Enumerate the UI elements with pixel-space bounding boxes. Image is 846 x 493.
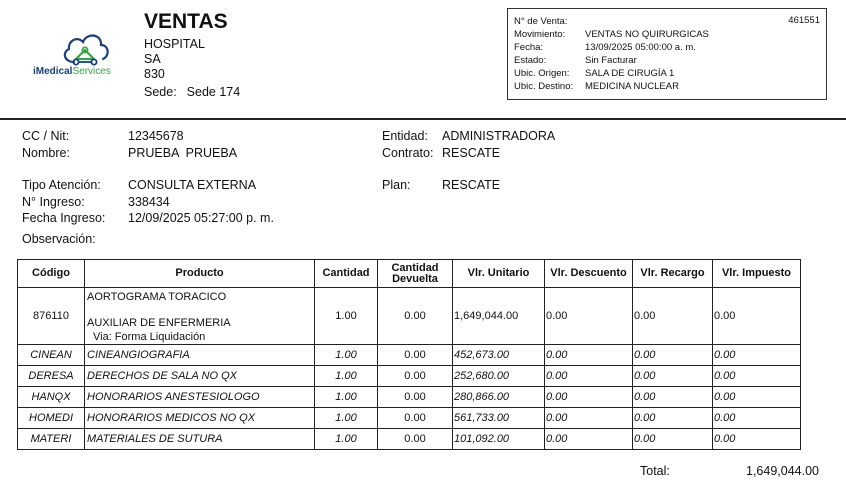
cell-product: MATERIALES DE SUTURA: [85, 429, 315, 450]
header-quantity: Cantidad: [315, 260, 378, 288]
cell-code: MATERI: [18, 429, 85, 450]
cell-surcharge: 0.00: [633, 387, 713, 408]
admission-number-label: N° Ingreso:: [22, 195, 85, 209]
cell-tax: 0.00: [713, 429, 801, 450]
cell-discount: 0.00: [545, 345, 633, 366]
cell-discount: 0.00: [545, 387, 633, 408]
cell-returned: 0.00: [378, 345, 453, 366]
cell-quantity: 1.00: [315, 345, 378, 366]
cell-unit-value: 561,733.00: [453, 408, 545, 429]
header-surcharge: Vlr. Recargo: [633, 260, 713, 288]
cell-product: DERECHOS DE SALA NO QX: [85, 366, 315, 387]
total-label: Total:: [640, 464, 670, 478]
cell-tax: 0.00: [713, 387, 801, 408]
table-row: [18, 366, 801, 387]
header-returned: Cantidad Devuelta: [378, 260, 453, 288]
cell-quantity: 1.00: [315, 429, 378, 450]
cell-product: [85, 288, 315, 345]
entity-label: Entidad:: [382, 129, 428, 143]
cell-code: HOMEDI: [18, 408, 85, 429]
status-value: Sin Facturar: [585, 55, 637, 66]
cell-returned: 0.00: [378, 288, 453, 345]
movement-label: Movimiento:: [514, 29, 566, 40]
cell-returned: 0.00: [378, 408, 453, 429]
header-code: Código: [18, 260, 85, 288]
document-title: VENTAS: [144, 10, 228, 33]
cell-product: HONORARIOS MEDICOS NO QX: [85, 408, 315, 429]
header-discount: Vlr. Descuento: [545, 260, 633, 288]
cell-surcharge: 0.00: [633, 366, 713, 387]
destination-value: MEDICINA NUCLEAR: [585, 81, 679, 92]
cell-quantity: 1.00: [315, 387, 378, 408]
name-value: PRUEBA PRUEBA: [128, 146, 238, 160]
cell-tax: 0.00: [713, 288, 801, 345]
product-line-2: AUXILIAR DE ENFERMERIA: [87, 317, 231, 329]
contract-label: Contrato:: [382, 146, 434, 160]
admission-number-value: 338434: [128, 195, 170, 209]
cc-value: 12345678: [128, 129, 184, 143]
contract-value: RESCATE: [442, 146, 501, 160]
origin-value: SALA DE CIRUGÍA 1: [585, 68, 675, 79]
cell-tax: 0.00: [713, 408, 801, 429]
cell-unit-value: 252,680.00: [453, 366, 545, 387]
cell-surcharge: 0.00: [633, 345, 713, 366]
cell-product: CINEANGIOGRAFIA: [85, 345, 315, 366]
cell-discount: 0.00: [545, 429, 633, 450]
plan-label: Plan:: [382, 178, 411, 192]
admission-date-value: 12/09/2025 05:27:00 p. m.: [128, 211, 274, 225]
cell-code: HANQX: [18, 387, 85, 408]
header-unit-value: Vlr. Unitario: [453, 260, 545, 288]
attention-type-value: CONSULTA EXTERNA: [128, 178, 257, 192]
cell-quantity: 1.00: [315, 288, 378, 345]
admission-date-label: Fecha Ingreso:: [22, 211, 106, 225]
sede-value: Sede 174: [186, 85, 241, 99]
origin-label: Ubic. Origen:: [514, 68, 570, 79]
name-label: Nombre:: [22, 146, 70, 160]
cell-tax: 0.00: [713, 366, 801, 387]
product-line-1: AORTOGRAMA TORACICO: [87, 291, 227, 303]
cell-returned: 0.00: [378, 387, 453, 408]
cc-label: CC / Nit:: [22, 129, 70, 143]
cell-code: DERESA: [18, 366, 85, 387]
cell-product: HONORARIOS ANESTESIOLOGO: [85, 387, 315, 408]
table-row: [18, 288, 801, 345]
header-product: Producto: [85, 260, 315, 288]
cell-surcharge: 0.00: [633, 288, 713, 345]
sede-row: [144, 85, 240, 99]
cell-unit-value: 280,866.00: [453, 387, 545, 408]
cell-discount: 0.00: [545, 408, 633, 429]
table-header-row: [18, 260, 801, 288]
sale-info-box: [507, 8, 827, 100]
date-value: 13/09/2025 05:00:00 a. m.: [585, 42, 696, 53]
sale-number-label: N° de Venta:: [514, 16, 568, 27]
cell-quantity: 1.00: [315, 366, 378, 387]
product-line-3: Via: Forma Liquidación: [93, 331, 206, 343]
company-line-2: SA: [144, 52, 161, 66]
company-line-1: HOSPITAL: [144, 37, 205, 51]
cell-unit-value: 452,673.00: [453, 345, 545, 366]
total-value: 1,649,044.00: [746, 464, 819, 478]
attention-type-label: Tipo Atención:: [22, 178, 101, 192]
logo-text: iMedicalServices: [33, 66, 111, 77]
table-row: [18, 345, 801, 366]
sale-number: 461551: [788, 15, 820, 26]
plan-value: RESCATE: [442, 178, 501, 192]
cell-tax: 0.00: [713, 345, 801, 366]
table-row: [18, 429, 801, 450]
company-line-3: 830: [144, 67, 165, 81]
cell-quantity: 1.00: [315, 408, 378, 429]
movement-value: VENTAS NO QUIRURGICAS: [585, 29, 709, 40]
observation-label: Observación:: [22, 232, 96, 246]
header-tax: Vlr. Impuesto: [713, 260, 801, 288]
cell-code: CINEAN: [18, 345, 85, 366]
items-table: [17, 259, 801, 450]
table-row: [18, 387, 801, 408]
cell-discount: 0.00: [545, 288, 633, 345]
entity-value: ADMINISTRADORA: [442, 129, 556, 143]
cell-surcharge: 0.00: [633, 429, 713, 450]
date-label: Fecha:: [514, 42, 544, 53]
cell-returned: 0.00: [378, 429, 453, 450]
cell-discount: 0.00: [545, 366, 633, 387]
header-separator: [0, 118, 846, 120]
cell-returned: 0.00: [378, 366, 453, 387]
cell-unit-value: 101,092.00: [453, 429, 545, 450]
cell-surcharge: 0.00: [633, 408, 713, 429]
destination-label: Ubic. Destino:: [514, 81, 574, 92]
cell-code: 876110: [18, 288, 85, 345]
sede-label: Sede:: [144, 85, 177, 99]
table-row: [18, 408, 801, 429]
status-label: Estado:: [514, 55, 547, 66]
cell-unit-value: 1,649,044.00: [453, 288, 545, 345]
